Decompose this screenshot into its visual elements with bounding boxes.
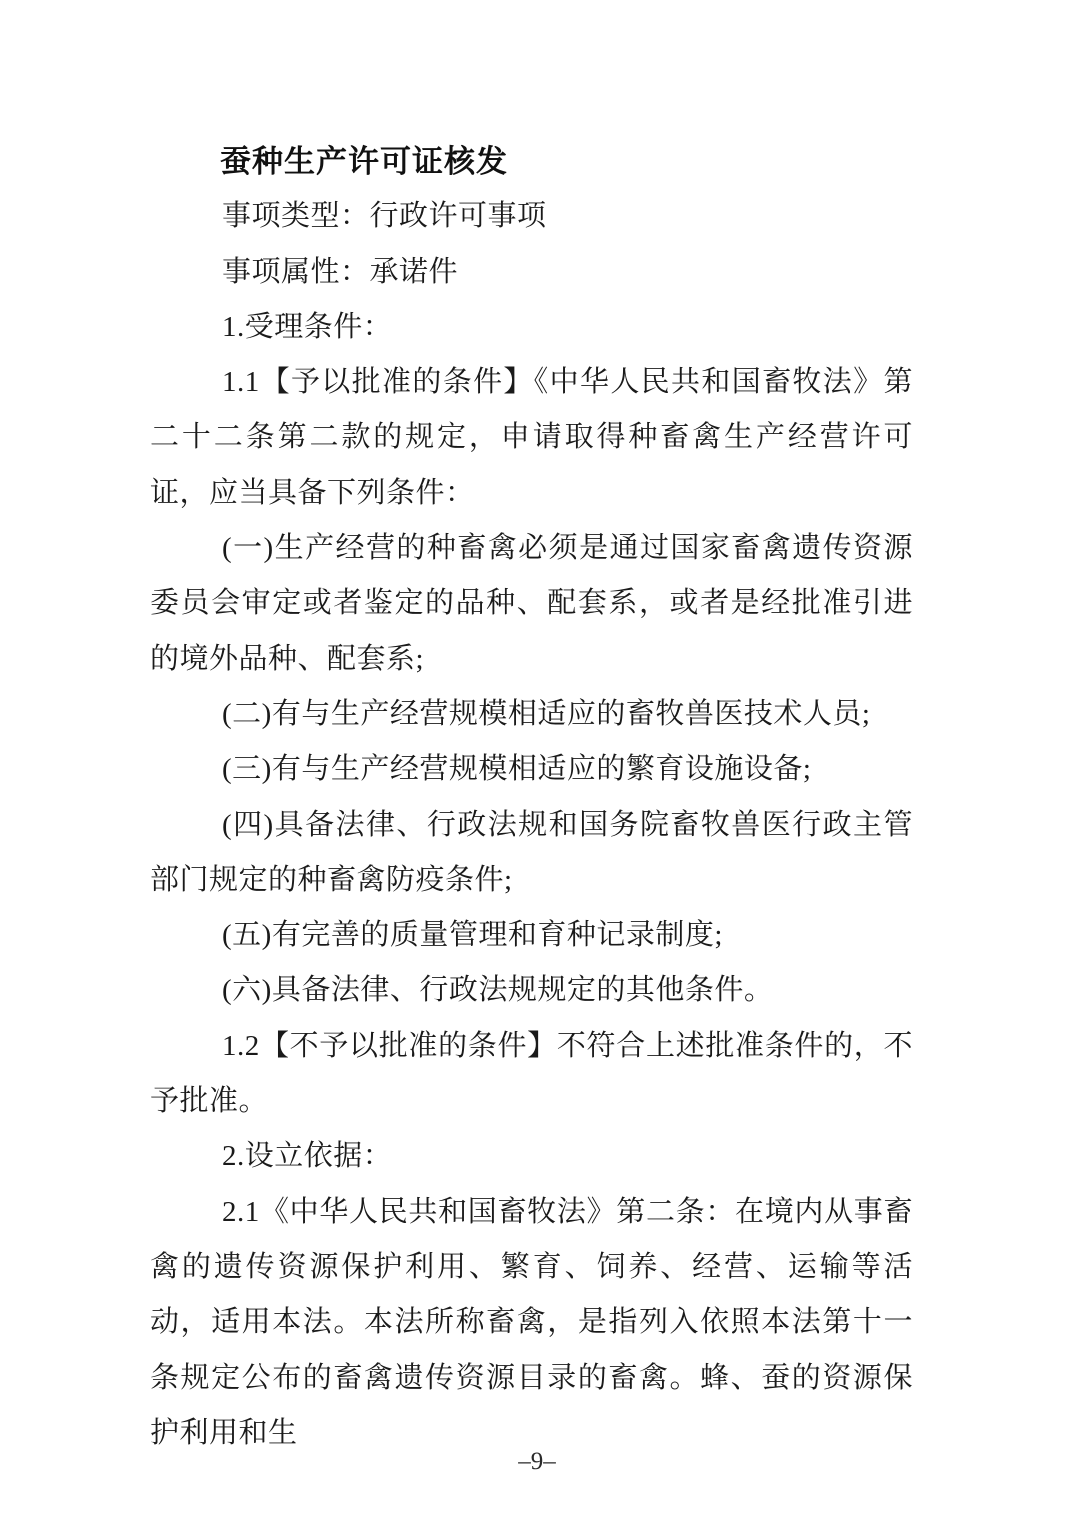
condition-item-2: (二)有与生产经营规模相适应的畜牧兽医技术人员; <box>222 697 871 730</box>
section-acceptance-conditions-heading: 1.受理条件： <box>222 310 393 343</box>
meta-item-attribute: 事项属性：承诺件 <box>222 255 459 288</box>
section-establishment-basis-heading: 2.设立依据： <box>222 1140 393 1173</box>
page-number: –9– <box>518 1448 556 1475</box>
clause-disapproval-conditions: 1.2【不予以批准的条件】不符合上述批准条件的，不予批准。 <box>150 1029 913 1118</box>
clause-legal-basis: 2.1《中华人民共和国畜牧法》第二条：在境内从事畜禽的遗传资源保护利用、繁育、饲养、经营、运输等活动，适用本法。本法所称畜禽，是指列入依照本法第十一条规定公布的畜禽遗传资源目录的畜禽。蜂、蚕的资源保护利用和生 <box>150 1195 913 1449</box>
meta-item-type: 事项类型：行政许可事项 <box>222 200 547 233</box>
condition-item-6: (六)具备法律、行政法规规定的其他条件。 <box>222 974 774 1007</box>
clause-approval-conditions: 1.1【予以批准的条件】《中华人民共和国畜牧法》第二十二条第二款的规定，申请取得种畜禽生产经营许可证，应当具备下列条件： <box>150 366 913 509</box>
document-title: 蚕种生产许可证核发 <box>220 144 508 179</box>
condition-item-1: (一)生产经营的种畜禽必须是通过国家畜禽遗传资源委员会审定或者鉴定的品种、配套系，或者是经批准引进的境外品种、配套系; <box>150 532 913 675</box>
document-body <box>150 134 913 1461</box>
condition-item-5: (五)有完善的质量管理和育种记录制度; <box>222 919 723 952</box>
condition-item-3: (三)有与生产经营规模相适应的繁育设施设备; <box>222 753 812 786</box>
condition-item-4: (四)具备法律、行政法规和国务院畜牧兽医行政主管部门规定的种畜禽防疫条件; <box>150 808 913 896</box>
